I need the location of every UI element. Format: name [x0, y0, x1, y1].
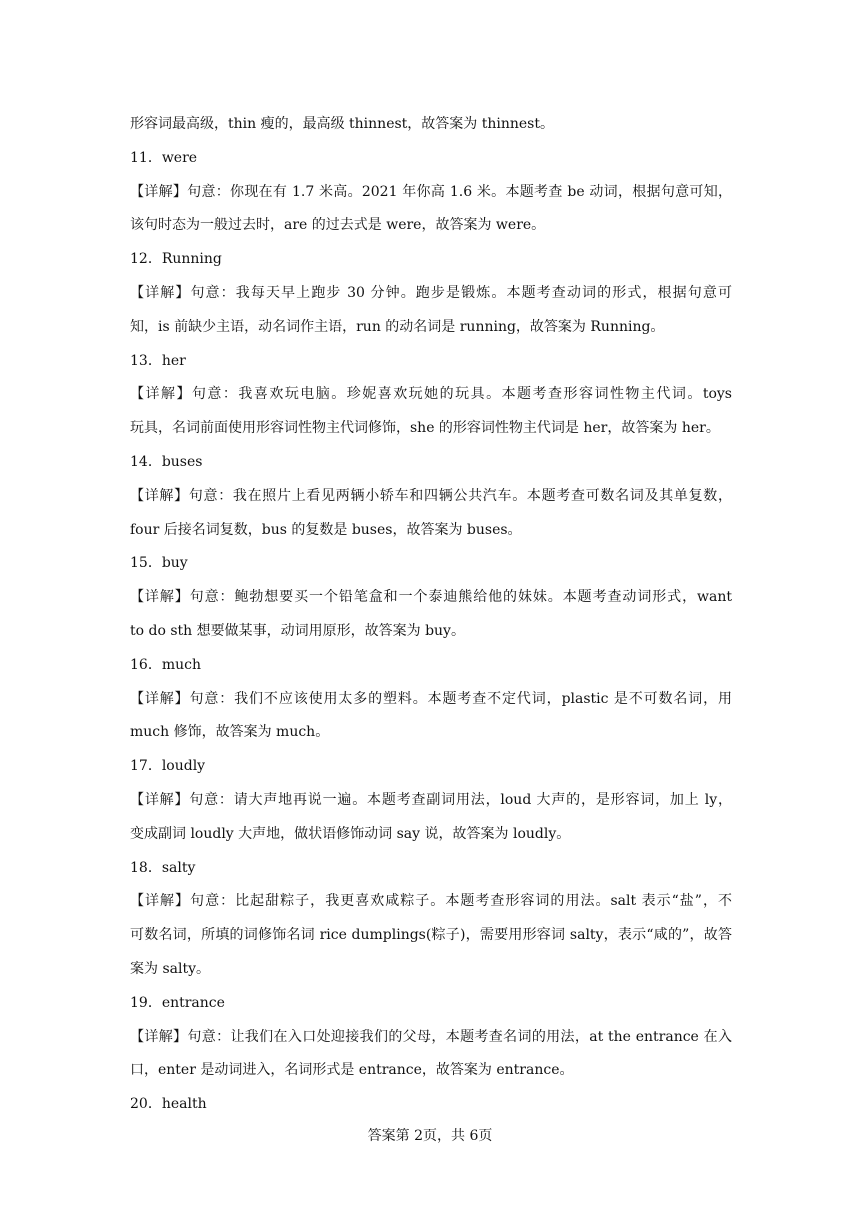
- explanation-line: 形容词最高级，thin 瘦的，最高级 thinnest，故答案为 thinnest。: [130, 116, 554, 132]
- explanation-line: much 修饰，故答案为 much。: [130, 724, 330, 741]
- explanation-line: 【详解】句意：鲍勃想要买一个铅笔盒和一个泰迪熊给他的妹妹。本题考查动词形式，want: [130, 589, 732, 606]
- explanation-line: 【详解】句意：比起甜粽子，我更喜欢咸粽子。本题考查形容词的用法。salt 表示“盐”，不: [130, 893, 732, 910]
- explanation-line: 玩具，名词前面使用形容词性物主代词修饰，she 的形容词性物主代词是 her，故答案为 her。: [130, 420, 720, 437]
- explanation-line: 【详解】句意：我每天早上跑步 30 分钟。跑步是锻炼。本题考查动词的形式，根据句意可: [130, 284, 732, 301]
- explanation-line: four 后接名词复数，bus 的复数是 buses，故答案为 buses。: [130, 521, 522, 538]
- answer-heading: 16．much: [130, 656, 201, 673]
- explanation-line: 【详解】句意：我喜欢玩电脑。珍妮喜欢玩她的玩具。本题考查形容词性物主代词。toys: [130, 386, 732, 403]
- explanation-line: 该句时态为一般过去时，are 的过去式是 were，故答案为 were。: [130, 217, 546, 234]
- answer-heading: 14．buses: [130, 453, 203, 470]
- explanation-line: 【详解】句意：请大声地再说一遍。本题考查副词用法，loud 大声的，是形容词，加上 ly，: [130, 791, 732, 808]
- explanation-line: 【详解】句意：让我们在入口处迎接我们的父母，本题考查名词的用法，at the entrance 在入: [130, 1028, 732, 1045]
- explanation-line: 【详解】句意：我在照片上看见两辆小轿车和四辆公共汽车。本题考查可数名词及其单复数，: [130, 487, 732, 504]
- answer-heading: 15．buy: [130, 555, 188, 572]
- explanation-line: 可数名词，所填的词修饰名词 rice dumplings(粽子)，需要用形容词 salty，表示“咸的”，故答: [130, 927, 732, 944]
- explanation-line: to do sth 想要做某事，动词用原形，故答案为 buy。: [130, 622, 465, 639]
- answer-heading: 18．salty: [130, 859, 196, 876]
- answer-heading: 13．her: [130, 352, 186, 369]
- answer-heading: 17．loudly: [130, 758, 206, 775]
- answer-heading: 11．were: [130, 149, 198, 166]
- answer-explanations: [130, 108, 732, 1122]
- answer-heading: 19．entrance: [130, 994, 225, 1011]
- explanation-line: 变成副词 loudly 大声地，做状语修饰动词 say 说，故答案为 loudly。: [130, 825, 571, 842]
- explanation-line: 口，enter 是动词进入，名词形式是 entrance，故答案为 entrance。: [130, 1062, 574, 1079]
- page-footer: 答案第 2页，共 6页: [367, 1128, 493, 1144]
- explanation-line: 案为 salty。: [130, 960, 210, 977]
- answer-heading: 12．Running: [130, 251, 222, 268]
- explanation-line: 【详解】句意：我们不应该使用太多的塑料。本题考查不定代词，plastic 是不可数名词，用: [130, 690, 732, 707]
- explanation-line: 【详解】句意：你现在有 1.7 米高。2021 年你高 1.6 米。本题考查 be 动词，根据句意可知，: [130, 183, 732, 200]
- answer-heading: 20．health: [130, 1096, 207, 1113]
- explanation-line: 知，is 前缺少主语，动名词作主语，run 的动名词是 running，故答案为 Running。: [130, 318, 665, 335]
